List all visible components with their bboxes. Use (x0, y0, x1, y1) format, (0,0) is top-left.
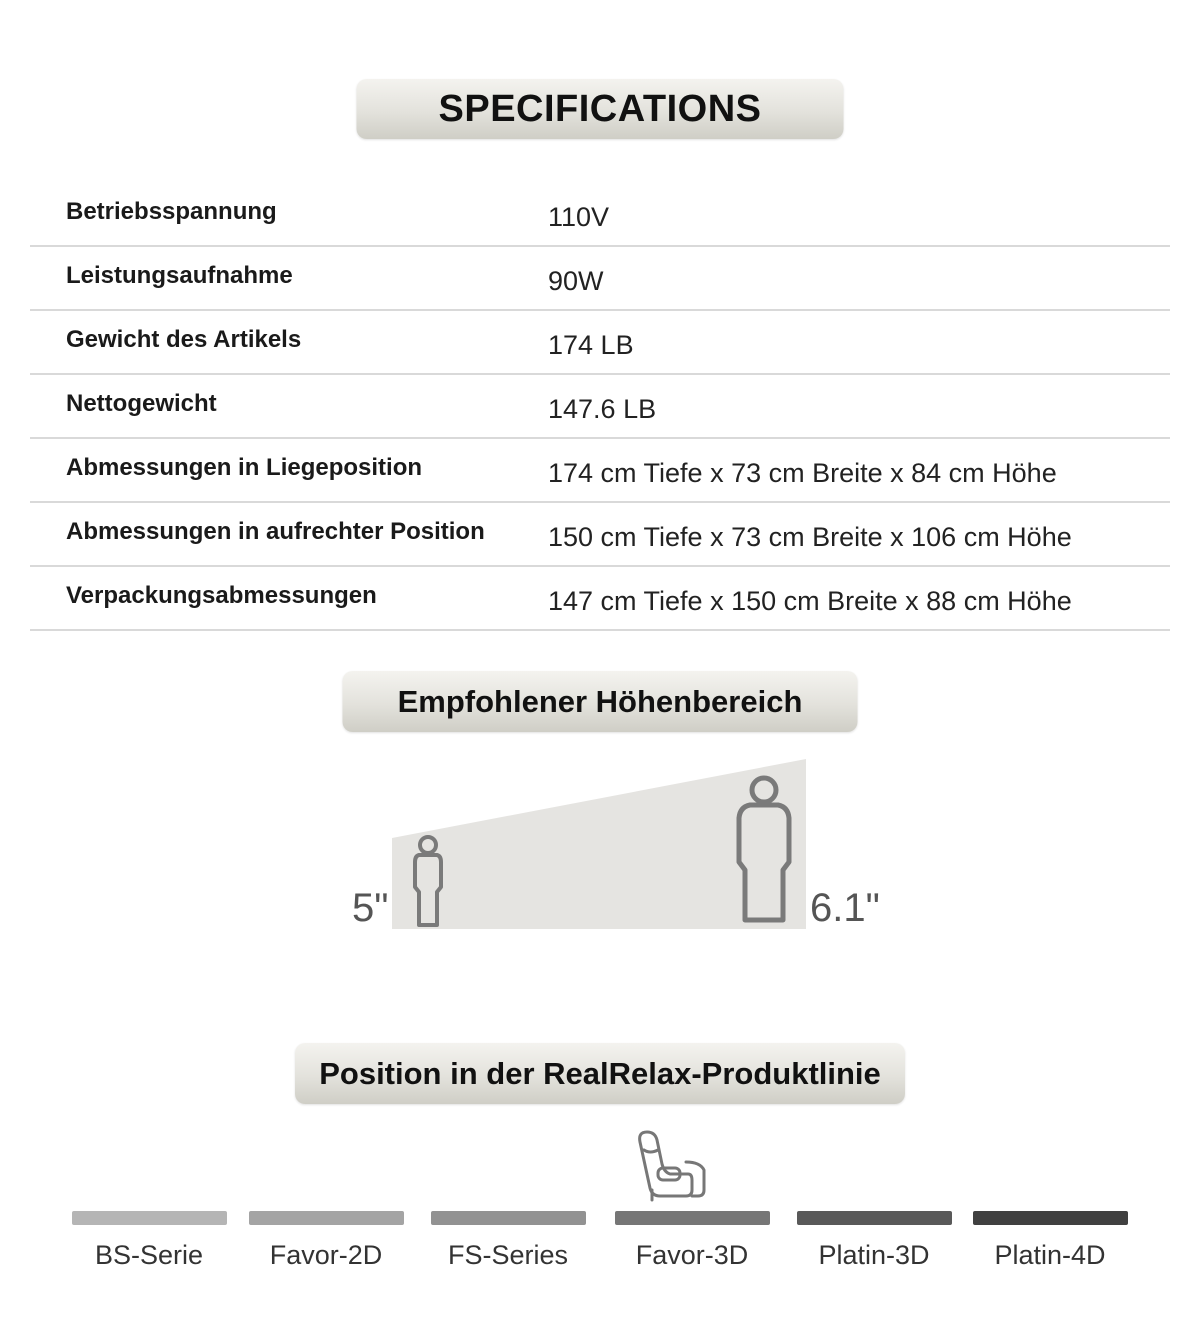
specifications-title: SPECIFICATIONS (357, 79, 844, 139)
product-line-label: Platin-4D (994, 1240, 1106, 1270)
spec-value: 174 cm Tiefe x 73 cm Breite x 84 cm Höhe (548, 458, 1057, 488)
spec-label: Abmessungen in aufrechter Position (66, 518, 485, 545)
spec-row (30, 247, 1170, 311)
product-line-label: Favor-2D (269, 1240, 383, 1270)
product-line-label: BS-Serie (94, 1240, 204, 1270)
spec-label: Abmessungen in Liegeposition (66, 454, 423, 481)
spec-row (30, 439, 1170, 503)
product-line-label: Favor-3D (635, 1240, 749, 1270)
height-range-title: Empfohlener Höhenbereich (343, 671, 858, 732)
spec-row (30, 503, 1170, 567)
product-line-bar (431, 1211, 586, 1225)
product-line-bar (797, 1211, 952, 1225)
spec-row (30, 183, 1170, 247)
product-line-bar (615, 1211, 770, 1225)
product-line-label: FS-Series (447, 1240, 569, 1270)
height-max-label: 6.1" (810, 886, 880, 930)
spec-value: 110V (548, 202, 610, 232)
height-min-label: 5" (352, 886, 389, 930)
spec-value: 147 cm Tiefe x 150 cm Breite x 88 cm Höhe (548, 586, 1072, 616)
spec-row (30, 567, 1170, 631)
spec-value: 174 LB (548, 330, 634, 360)
spec-label: Nettogewicht (66, 390, 217, 417)
spec-label: Leistungsaufnahme (66, 262, 293, 289)
product-line-bar (249, 1211, 404, 1225)
product-line-label: Platin-3D (818, 1240, 930, 1270)
product-line-title: Position in der RealRelax-Produktlinie (295, 1043, 905, 1104)
massage-chair-icon (630, 1128, 710, 1204)
specifications-table (30, 183, 1170, 631)
spec-label: Betriebsspannung (66, 198, 277, 225)
product-line-bar (973, 1211, 1128, 1225)
spec-value: 147.6 LB (548, 394, 657, 424)
spec-row (30, 311, 1170, 375)
spec-row (30, 375, 1170, 439)
height-range-figure (340, 752, 900, 942)
spec-value: 150 cm Tiefe x 73 cm Breite x 106 cm Höhe (548, 522, 1072, 552)
spec-label: Verpackungsabmessungen (66, 582, 377, 609)
product-line-bar (72, 1211, 227, 1225)
product-line (0, 1120, 1200, 1290)
spec-label: Gewicht des Artikels (66, 326, 302, 353)
spec-value: 90W (548, 266, 604, 296)
